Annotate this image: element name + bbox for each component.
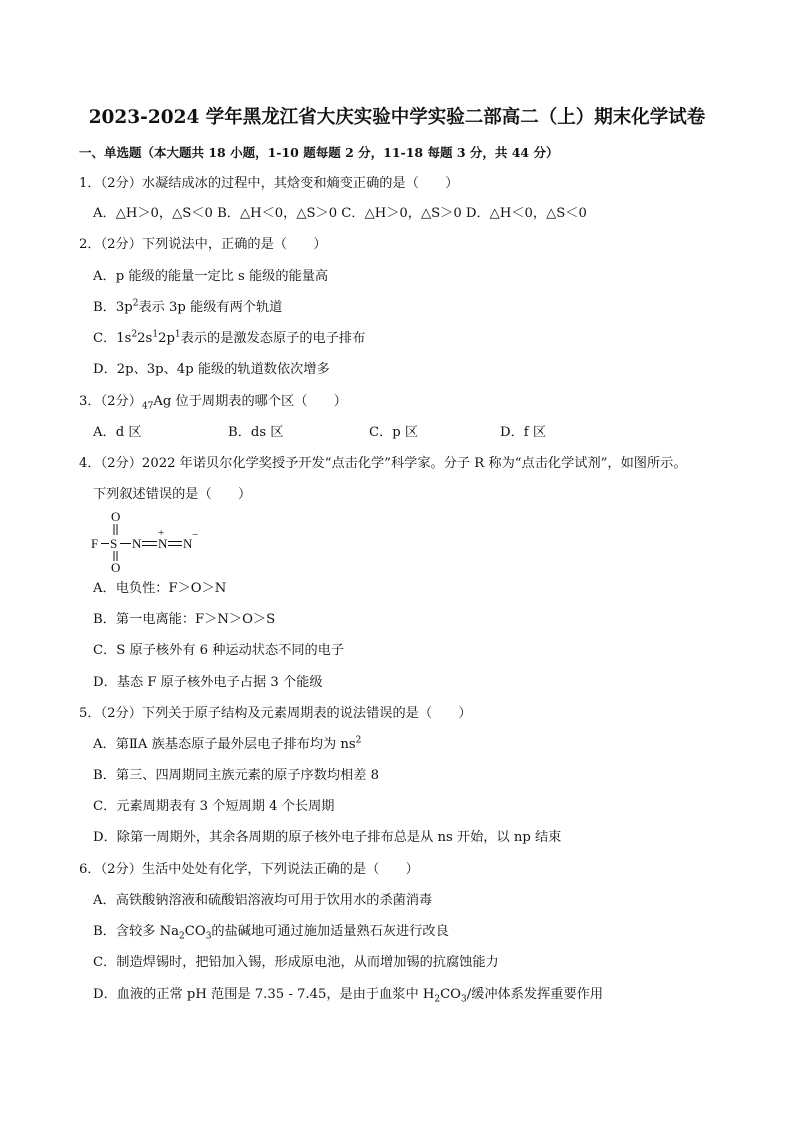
question-5-option-a: A．第ⅡA 族基态原子最外层电子排布均为 $ns^2$ — [93, 735, 362, 752]
question-4-option-a: A．电负性：F＞O＞N — [93, 581, 227, 596]
question-6-option-d: D．血液的正常 pH 范围是 7.35 - 7.45，是由于血浆中 $H_2CO_3/$缓冲体系发挥重要作用 — [93, 987, 604, 1005]
atom-f: F — [91, 536, 99, 551]
question-2-option-c: C．$1s^22s^12p^1$表示的是激发态原子的电子排布 — [93, 329, 366, 346]
charge-minus: − — [192, 529, 199, 541]
question-2-option-a: A．p 能级的能量一定比 s 能级的能量高 — [93, 269, 329, 284]
question-3-option-b: B．ds 区 — [228, 425, 284, 440]
question-1-options: A．△H＞0，△S＜0 B．△H＜0，△S＞0 C．△H＞0，△S＞0 D．△H＜0，△S＜0 — [93, 206, 587, 221]
question-5-option-d: D．除第一周期外，其余各周期的原子核外电子排布总是从 ns 开始，以 np 结束 — [93, 830, 562, 845]
atom-n2: N — [158, 536, 168, 551]
question-6-option-a: A．高铁酸钠溶液和硫酸铝溶液均可用于饮用水的杀菌消毒 — [93, 893, 433, 908]
atom-o-top: O — [111, 509, 121, 524]
question-5-stem: 5．（2分）下列关于原子结构及元素周期表的说法错误的是（ ） — [79, 706, 472, 721]
question-3-option-c: C．p 区 — [369, 425, 419, 440]
question-4-option-b: B．第一电离能：F＞N＞O＞S — [93, 612, 276, 627]
question-4-option-c: C．S 原子核外有 6 种运动状态不同的电子 — [93, 643, 345, 658]
question-4-stem: 4．（2分）2022 年诺贝尔化学奖授予开发“点击化学”科学家。分子 R 称为“点击化学试剂”，如图所示。 — [79, 456, 687, 471]
question-2-option-b: B．$3p^2$表示 3p 能级有两个轨道 — [93, 298, 283, 315]
question-4-option-d: D．基态 F 原子核外电子占据 3 个能级 — [93, 675, 323, 690]
question-6-option-b: B．含较多 $Na_2CO_3$的盐碱地可通过施加适量熟石灰进行改良 — [93, 924, 449, 942]
question-5-option-b: B．第三、四周期同主族元素的原子序数均相差 8 — [93, 768, 380, 783]
question-6-stem: 6．（2分）生活中处处有化学，下列说法正确的是（ ） — [79, 862, 419, 877]
molecule-r-structure — [91, 508, 231, 576]
atom-n1: N — [132, 536, 142, 551]
question-3-stem: 3．（2分）$_{47}Ag$ 位于周期表的哪个区（ ） — [79, 394, 347, 412]
question-2-option-d: D．2p、3p、4p 能级的轨道数依次增多 — [93, 362, 330, 377]
atom-s: S — [110, 536, 118, 551]
question-4-stem-cont: 下列叙述错误的是（ ） — [93, 487, 252, 502]
question-5-option-c: C．元素周期表有 3 个短周期 4 个长周期 — [93, 799, 335, 814]
question-3-option-d: D．f 区 — [500, 425, 547, 440]
question-1-stem: 1．（2分）水凝结成冰的过程中，其焓变和熵变正确的是（ ） — [79, 176, 459, 191]
atom-n3: N — [183, 536, 193, 551]
atom-o-bottom: O — [111, 560, 121, 575]
question-2-stem: 2．（2分）下列说法中，正确的是（ ） — [79, 237, 327, 252]
question-6-option-c: C．制造焊锡时，把铅加入锡，形成原电池，从而增加锡的抗腐蚀能力 — [93, 955, 499, 970]
charge-plus: + — [158, 527, 165, 539]
question-3-option-a: A．d 区 — [93, 425, 142, 440]
page-title: 2023-2024 学年黑龙江省大庆实验中学实验二部高二（上）期末化学试卷 — [88, 107, 706, 128]
section-heading: 一、单选题（本大题共 18 小题，1-10 题每题 2 分，11-18 每题 3 分，共 44 分） — [79, 145, 559, 160]
